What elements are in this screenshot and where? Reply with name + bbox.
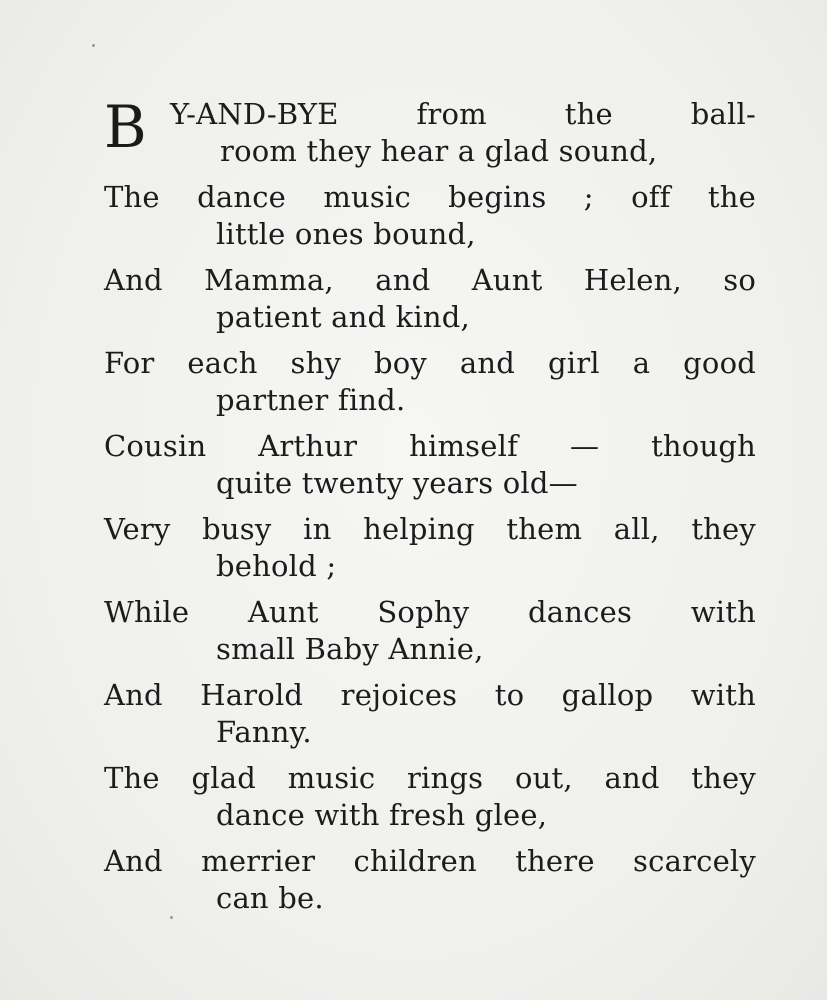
stanza-7 xyxy=(104,594,756,668)
poem-text xyxy=(104,93,756,926)
stanza-1 xyxy=(104,93,756,170)
poem-line: And Mamma, and Aunt Helen, so xyxy=(104,263,756,297)
poem-line-continuation: can be. xyxy=(216,881,324,915)
stanza-3 xyxy=(104,262,756,336)
poem-line-continuation: little ones bound, xyxy=(216,217,476,251)
stanza-5 xyxy=(104,428,756,502)
stanza-8 xyxy=(104,677,756,751)
stanza-10 xyxy=(104,843,756,917)
poem-line: For each shy boy and girl a good xyxy=(104,346,756,380)
poem-line-continuation: room they hear a glad sound, xyxy=(220,134,658,168)
poem-line: Cousin Arthur himself — though xyxy=(104,429,756,463)
stanza-2 xyxy=(104,179,756,253)
poem-line-continuation: Fanny. xyxy=(216,715,312,749)
poem-line: Very busy in helping them all, they xyxy=(104,512,756,546)
stanza-9 xyxy=(104,760,756,834)
poem-line-continuation: partner find. xyxy=(216,383,406,417)
poem-line-continuation: small Baby Annie, xyxy=(216,632,484,666)
poem-line-continuation: behold ; xyxy=(216,549,337,583)
poem-line: The dance music begins ; off the xyxy=(104,180,756,214)
poem-line-continuation: dance with fresh glee, xyxy=(216,798,548,832)
paper-speck xyxy=(92,44,95,47)
poem-line-continuation: patient and kind, xyxy=(216,300,470,334)
stanza-6 xyxy=(104,511,756,585)
poem-line: While Aunt Sophy dances with xyxy=(104,595,756,629)
poem-line: And Harold rejoices to gallop with xyxy=(104,678,756,712)
stanza-4 xyxy=(104,345,756,419)
poem-line: Y-AND-BYE from the ball- xyxy=(170,97,756,131)
drop-cap: B xyxy=(104,93,147,161)
poem-line: And merrier children there scarcely xyxy=(104,844,756,878)
poem-line: The glad music rings out, and they xyxy=(104,761,756,795)
poem-line-continuation: quite twenty years old— xyxy=(216,466,578,500)
